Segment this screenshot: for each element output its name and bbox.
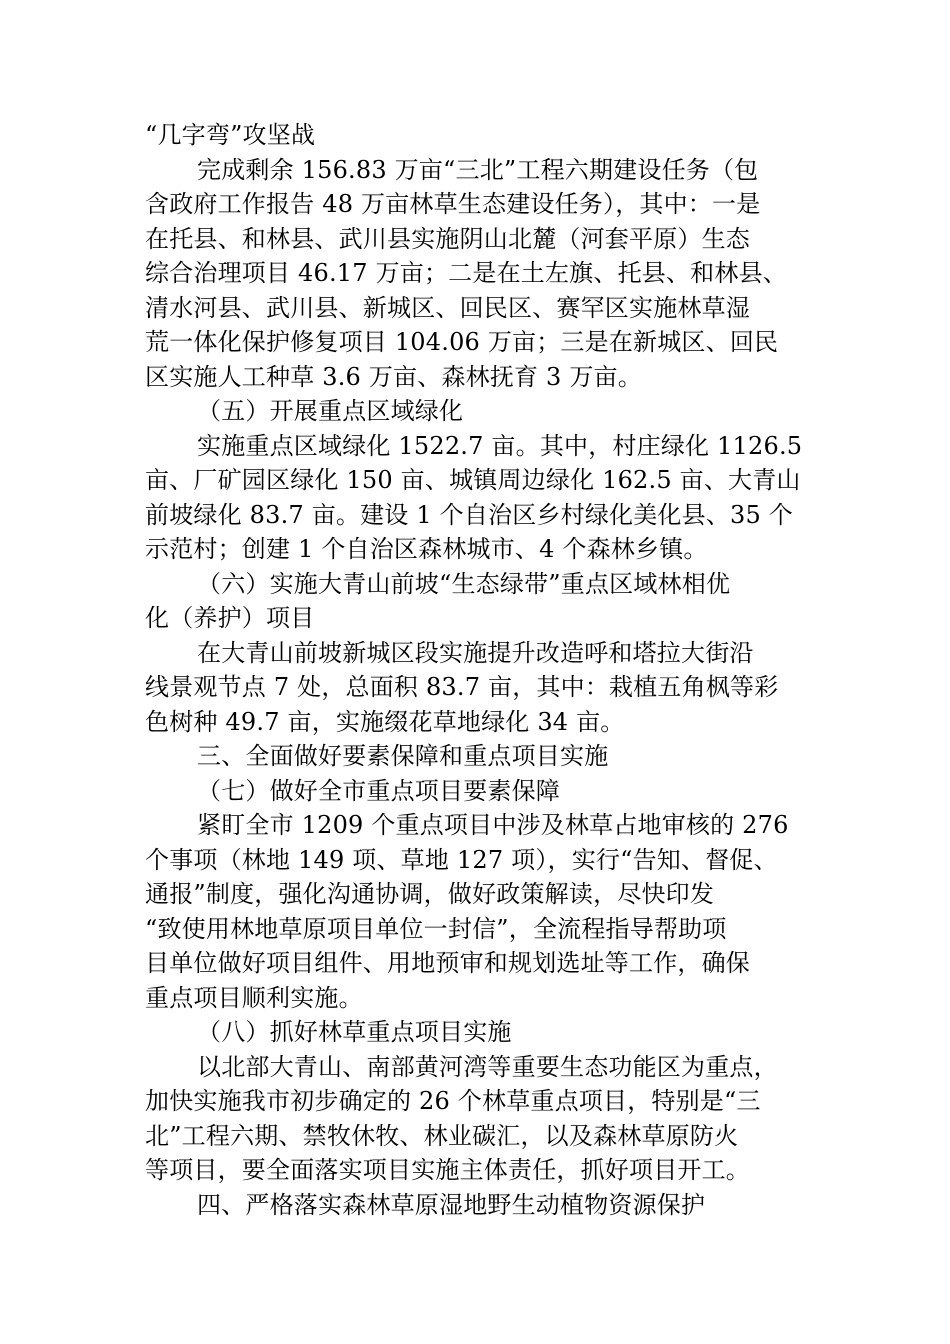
line-text: （八）抓好林草重点项目实施 (197, 1018, 512, 1046)
line-text: 北”工程六期、禁牧休牧、林业碳汇，以及森林草原防火 (145, 1121, 739, 1150)
text-line (145, 325, 835, 360)
line-text: 重点项目顺利实施。 (145, 983, 363, 1012)
text-line (145, 153, 835, 188)
text-line (145, 636, 835, 671)
text-line (145, 739, 835, 774)
text-line (145, 1153, 835, 1188)
text-line (145, 843, 835, 878)
text-line (145, 567, 835, 602)
line-text: 三、全面做好要素保障和重点项目实施 (197, 742, 609, 770)
line-text: 通报”制度，强化沟通协调，做好政策解读，尽快印发 (145, 880, 715, 908)
text-line (145, 946, 835, 981)
line-text: 综合治理项目 46.17 万亩；二是在土左旗、托县、和林县、 (145, 259, 787, 287)
text-line (145, 394, 835, 429)
text-line (145, 774, 835, 809)
line-text: “致使用林地草原项目单位一封信”，全流程指导帮助项 (145, 914, 727, 943)
line-text: 在大青山前坡新城区段实施提升改造呼和塔拉大街沿 (197, 638, 754, 667)
line-text: 示范村；创建 1 个自治区森林城市、4 个森林乡镇。 (145, 535, 708, 563)
line-text: 清水河县、武川县、新城区、回民区、赛罕区实施林草湿 (145, 293, 750, 322)
line-text: 前坡绿化 83.7 亩。建设 1 个自治区乡村绿化美化县、35 个 (145, 500, 793, 529)
text-line (145, 498, 835, 533)
text-line (145, 877, 835, 912)
text-line (145, 429, 835, 464)
text-line (145, 463, 835, 498)
text-line (145, 981, 835, 1016)
document-page (145, 118, 835, 1222)
text-line (145, 187, 835, 222)
line-text: 区实施人工种草 3.6 万亩、森林抚育 3 万亩。 (145, 362, 642, 391)
text-line (145, 705, 835, 740)
text-line (145, 1084, 835, 1119)
line-text: 四、严格落实森林草原湿地野生动植物资源保护 (197, 1190, 706, 1219)
text-line (145, 256, 835, 291)
line-text: “几字弯”攻坚战 (145, 121, 316, 149)
text-line (145, 222, 835, 257)
line-text: 在托县、和林县、武川县实施阴山北麓（河套平原）生态 (145, 224, 750, 253)
text-line (145, 1015, 835, 1050)
line-text: （六）实施大青山前坡“生态绿带”重点区域林相优 (197, 569, 731, 598)
text-line (145, 118, 835, 153)
line-text: 亩、厂矿园区绿化 150 亩、城镇周边绿化 162.5 亩、大青山 (145, 466, 801, 494)
text-line (145, 808, 835, 843)
line-text: 加快实施我市初步确定的 26 个林草重点项目，特别是“三 (145, 1087, 761, 1115)
line-text: 色树种 49.7 亩，实施缀花草地绿化 34 亩。 (145, 707, 625, 736)
line-text: 实施重点区域绿化 1522.7 亩。其中，村庄绿化 1126.5 (197, 431, 803, 460)
line-text: 紧盯全市 1209 个重点项目中涉及林草占地审核的 276 (197, 811, 789, 839)
text-line (145, 360, 835, 395)
text-line (145, 532, 835, 567)
text-line (145, 912, 835, 947)
line-text: 目单位做好项目组件、用地预审和规划选址等工作，确保 (145, 949, 750, 977)
line-text: 化（养护）项目 (145, 604, 315, 632)
line-text: 个事项（林地 149 项、草地 127 项），实行“告知、督促、 (145, 845, 778, 874)
line-text: 线景观节点 7 处，总面积 83.7 亩，其中：栽植五角枫等彩 (145, 673, 779, 701)
line-text: 含政府工作报告 48 万亩林草生态建设任务），其中：一是 (145, 190, 761, 218)
line-text: （五）开展重点区域绿化 (197, 397, 464, 425)
line-text: 完成剩余 156.83 万亩“三北”工程六期建设任务（包 (197, 155, 759, 184)
text-line (145, 1188, 835, 1223)
text-line (145, 670, 835, 705)
text-line (145, 291, 835, 326)
line-text: 荒一体化保护修复项目 104.06 万亩；三是在新城区、回民 (145, 328, 779, 356)
line-text: 以北部大青山、南部黄河湾等重要生态功能区为重点， (197, 1052, 778, 1081)
line-text: （七）做好全市重点项目要素保障 (197, 776, 560, 805)
text-line (145, 1050, 835, 1085)
text-line (145, 1119, 835, 1154)
line-text: 等项目，要全面落实项目实施主体责任，抓好项目开工。 (145, 1156, 750, 1184)
text-line (145, 601, 835, 636)
